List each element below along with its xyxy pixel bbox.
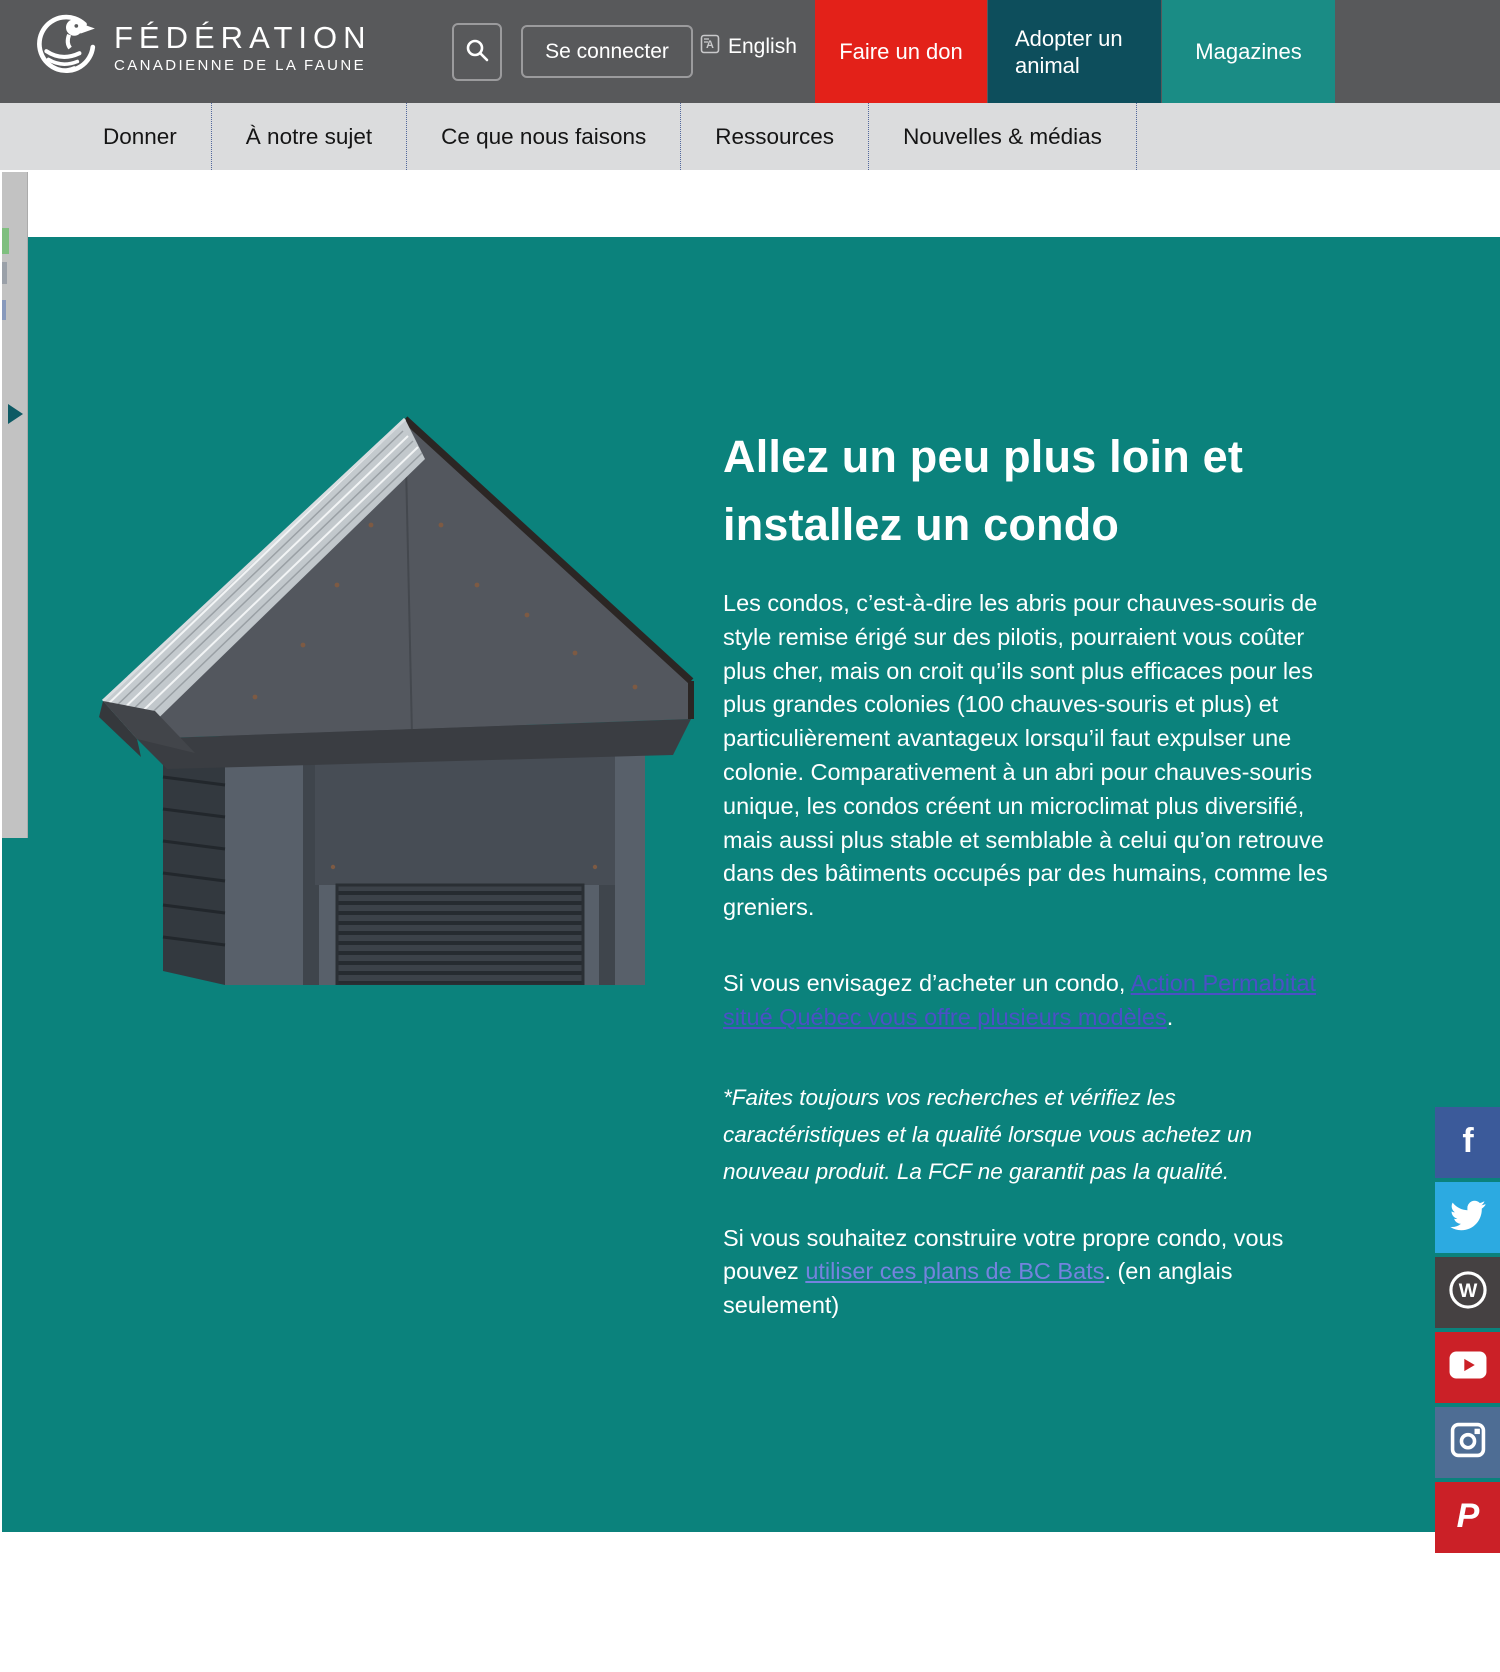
youtube-share-button[interactable] [1435,1332,1500,1403]
nav-item-ce-que-nous-faisons[interactable]: Ce que nous faisons [407,103,681,170]
youtube-icon [1448,1349,1488,1386]
login-button[interactable] [521,25,693,78]
logo-title: FÉDÉRATION [114,19,372,55]
bat-condo-image [75,405,695,985]
goose-logo-icon [33,12,99,83]
social-share-rail [1435,1107,1500,1557]
site-logo[interactable] [33,12,372,83]
hero-section [2,237,1500,1532]
login-label: Se connecter [545,39,669,63]
magazines-button[interactable] [1162,0,1335,103]
bc-bats-plans-link[interactable]: utiliser ces plans de BC Bats [805,1258,1105,1285]
sidebar-expand-triangle-icon[interactable] [8,404,23,424]
pinterest-share-button[interactable] [1435,1482,1500,1553]
nav-item-nouvelles-medias[interactable]: Nouvelles & médias [869,103,1137,170]
paragraph-3-text: Si vous souhaitez construire votre propre condo, vous pouvez [723,1224,1284,1285]
article-content [723,423,1339,1323]
page-title: Allez un peu plus loin et installez un condo [723,431,1244,550]
svg-text:f: f [1461,1122,1474,1159]
twitter-icon [1449,1196,1487,1239]
article-paragraph-1: Les condos, c’est-à-dire les abris pour chauves-souris de style remise érigé sur des pilotis, pourraient vous coûter plus cher, mais on croit qu’ils sont plus efficaces pour les plus grandes colonies (100 chauves-souris et plus) et particulièrement avantageux lorsqu’il faut expulser une colonie. Comparativement à un abri pour chauves-souris unique, les condos créent un microclimat plus diversifié, mais aussi plus stable et semblable à celui qu’on retrouve dans des bâtiments occupés par des humains, comme les greniers. [723,590,1328,921]
language-switch-link[interactable] [700,34,797,60]
donate-label: Faire un don [839,38,963,64]
facebook-icon [1451,1121,1485,1164]
svg-text:P: P [1456,1497,1479,1535]
donate-button[interactable] [815,0,987,103]
svg-text:W: W [1458,1280,1477,1303]
article-paragraph-3 [723,1222,1339,1323]
site-header [0,0,1500,103]
nav-item-ressources[interactable]: Ressources [681,103,869,170]
hidden-share-icon-fragment [2,262,7,284]
search-button[interactable] [452,23,502,81]
language-label: English [728,35,797,58]
article-paragraph-2 [723,967,1339,1035]
wordpress-icon [1447,1269,1489,1316]
magazines-label: Magazines [1195,38,1302,64]
nav-item-a-notre-sujet[interactable]: À notre sujet [212,103,407,170]
pinterest-icon [1451,1495,1485,1540]
collapsed-share-sidebar [2,172,28,838]
paragraph-2-suffix: . [1166,1003,1174,1030]
translate-icon [700,34,720,60]
paragraph-2-text: Si vous envisagez d’acheter un condo, [723,969,1131,996]
logo-subtitle: CANADIENNE DE LA FAUNE [114,56,367,74]
quality-disclaimer: *Faites toujours vos recherches et vérifiez les caractéristiques et la qualité lorsque vous achetez un nouveau produit. La FCF ne garantit pas la qualité. [723,1084,1253,1184]
wordpress-share-button[interactable] [1435,1257,1500,1328]
main-nav [0,103,1500,170]
permabitat-link[interactable]: Action Permabitat situé Québec vous offre plusieurs modèles [723,969,1317,1030]
instagram-share-button[interactable] [1435,1407,1500,1478]
svg-text:A: A [706,39,714,51]
search-icon [464,37,490,68]
facebook-share-button[interactable] [1435,1107,1500,1178]
nav-item-donner[interactable]: Donner [68,103,212,170]
hidden-share-icon-fragment [2,300,6,320]
adopt-label: Adopter un animal [1015,25,1123,78]
hidden-share-icon-fragment [2,228,9,254]
paragraph-3-suffix: . (en anglais seulement) [723,1258,1233,1319]
logo-wordmark [114,20,372,76]
twitter-share-button[interactable] [1435,1182,1500,1253]
instagram-icon [1449,1421,1487,1464]
adopt-animal-button[interactable] [988,0,1161,103]
